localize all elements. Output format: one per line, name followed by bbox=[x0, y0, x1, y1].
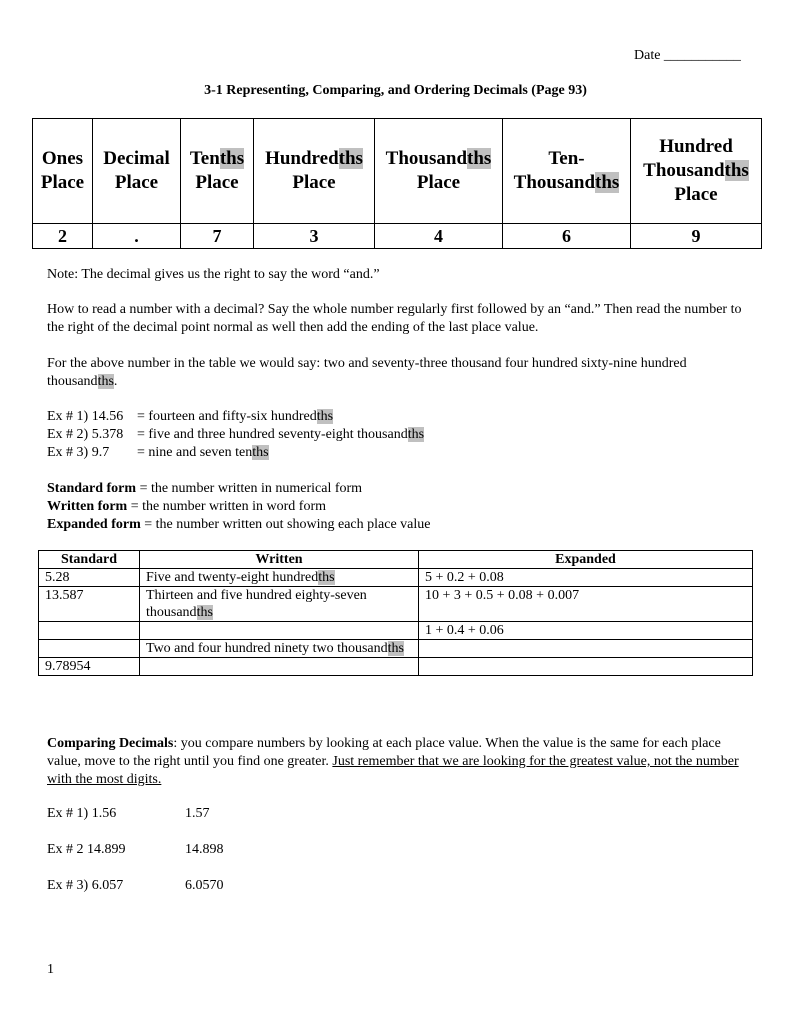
place-header: Ten- Thousandths bbox=[503, 119, 631, 224]
example-sentence: For the above number in the table we would say: two and seventy-three thousand four hundred sixty-nine hundred thousandths. bbox=[47, 356, 687, 389]
place-value: 7 bbox=[181, 224, 254, 249]
definition-term: Expanded form bbox=[47, 517, 141, 532]
how-to-read-text: How to read a number with a decimal? Say the whole number regularly first followed by an “and.” Then read the number to the right of the decimal point normal as well then add the ending of the last place value. bbox=[47, 302, 742, 335]
table-row bbox=[39, 640, 753, 658]
date-field: Date ___________ bbox=[634, 48, 741, 63]
written-cell: Five and twenty-eight hundredths bbox=[140, 569, 419, 587]
ths-highlight: ths bbox=[595, 172, 620, 193]
place-header: Ones Place bbox=[33, 119, 93, 224]
expanded-cell bbox=[419, 658, 753, 676]
definitions-list bbox=[47, 480, 752, 534]
place-value: 2 bbox=[33, 224, 93, 249]
definition-line bbox=[47, 516, 752, 534]
place-header: Tenths Place bbox=[181, 119, 254, 224]
note-text: Note: The decimal gives us the right to say the word “and.” bbox=[47, 267, 380, 282]
forms-table bbox=[38, 550, 753, 676]
table-row bbox=[39, 569, 753, 587]
ths-highlight: ths bbox=[316, 409, 334, 424]
written-cell: Thirteen and five hundred eighty-seven thousandths bbox=[140, 587, 419, 622]
compare-examples bbox=[47, 805, 752, 895]
expanded-cell: 10 + 3 + 0.5 + 0.08 + 0.007 bbox=[419, 587, 753, 622]
standard-cell bbox=[39, 640, 140, 658]
definition-line bbox=[47, 498, 752, 516]
example-label: Ex # 2) 5.378 bbox=[47, 427, 124, 442]
standard-cell bbox=[39, 622, 140, 640]
forms-header: Expanded bbox=[419, 551, 753, 569]
page-title: 3-1 Representing, Comparing, and Ordering Decimals (Page 93) bbox=[204, 83, 587, 98]
table-row bbox=[39, 587, 753, 622]
standard-cell: 13.587 bbox=[39, 587, 140, 622]
definition-text: = the number written in numerical form bbox=[136, 481, 363, 496]
definition-term: Written form bbox=[47, 499, 128, 514]
compare-line bbox=[47, 841, 752, 859]
example-text: = five and three hundred seventy-eight thousand bbox=[137, 427, 408, 442]
table-row bbox=[39, 622, 753, 640]
definition-term: Standard form bbox=[47, 481, 137, 496]
expanded-cell: 5 + 0.2 + 0.08 bbox=[419, 569, 753, 587]
place-header: Hundredths Place bbox=[254, 119, 375, 224]
compare-a: Ex # 3) 6.057 bbox=[47, 878, 124, 893]
page-number: 1 bbox=[47, 962, 54, 977]
written-cell: Two and four hundred ninety two thousandths bbox=[140, 640, 419, 658]
table-row bbox=[39, 658, 753, 676]
compare-b: 1.57 bbox=[185, 806, 210, 821]
written-cell bbox=[140, 622, 419, 640]
examples-list bbox=[47, 408, 752, 462]
expanded-cell: 1 + 0.4 + 0.06 bbox=[419, 622, 753, 640]
ths-highlight: ths bbox=[387, 641, 404, 656]
example-text: = fourteen and fifty-six hundred bbox=[137, 409, 317, 424]
place-value: . bbox=[93, 224, 181, 249]
ths-highlight: ths bbox=[407, 427, 425, 442]
compare-b: 14.898 bbox=[185, 842, 224, 857]
place-value: 6 bbox=[503, 224, 631, 249]
ths-highlight: ths bbox=[252, 445, 269, 460]
definition-text: = the number written out showing each place value bbox=[140, 517, 431, 532]
ths-highlight: ths bbox=[724, 160, 749, 181]
example-label: Ex # 3) 9.7 bbox=[47, 445, 110, 460]
example-line bbox=[47, 408, 752, 426]
compare-a: Ex # 2 14.899 bbox=[47, 842, 126, 857]
compare-line bbox=[47, 805, 752, 823]
ths-highlight: ths bbox=[467, 148, 492, 169]
example-line bbox=[47, 444, 752, 462]
expanded-cell bbox=[419, 640, 753, 658]
standard-cell: 9.78954 bbox=[39, 658, 140, 676]
definition-text: = the number written in word form bbox=[127, 499, 327, 514]
example-text: = nine and seven ten bbox=[137, 445, 253, 460]
forms-header: Written bbox=[140, 551, 419, 569]
standard-cell: 5.28 bbox=[39, 569, 140, 587]
ths-highlight: ths bbox=[196, 605, 213, 620]
ths-highlight: ths bbox=[318, 570, 335, 585]
place-header: Decimal Place bbox=[93, 119, 181, 224]
place-header: Hundred Thousandths Place bbox=[631, 119, 762, 224]
place-header: Thousandths Place bbox=[375, 119, 503, 224]
ths-highlight: ths bbox=[219, 148, 245, 169]
example-line bbox=[47, 426, 752, 444]
example-label: Ex # 1) 14.56 bbox=[47, 409, 124, 424]
comparing-text: Comparing Decimals: you compare numbers by looking at each place value. When the value is the same for each place value, move to the right until you find one greater. Just remember that we are looking for the greatest value, not the number with the most digits. bbox=[47, 736, 739, 787]
compare-line bbox=[47, 877, 752, 895]
compare-b: 6.0570 bbox=[185, 878, 224, 893]
forms-header: Standard bbox=[39, 551, 140, 569]
place-value: 4 bbox=[375, 224, 503, 249]
written-cell bbox=[140, 658, 419, 676]
place-value: 9 bbox=[631, 224, 762, 249]
place-value: 3 bbox=[254, 224, 375, 249]
definition-line bbox=[47, 480, 752, 498]
ths-highlight: ths bbox=[338, 148, 363, 169]
place-value-table bbox=[32, 118, 762, 249]
compare-a: Ex # 1) 1.56 bbox=[47, 806, 117, 821]
